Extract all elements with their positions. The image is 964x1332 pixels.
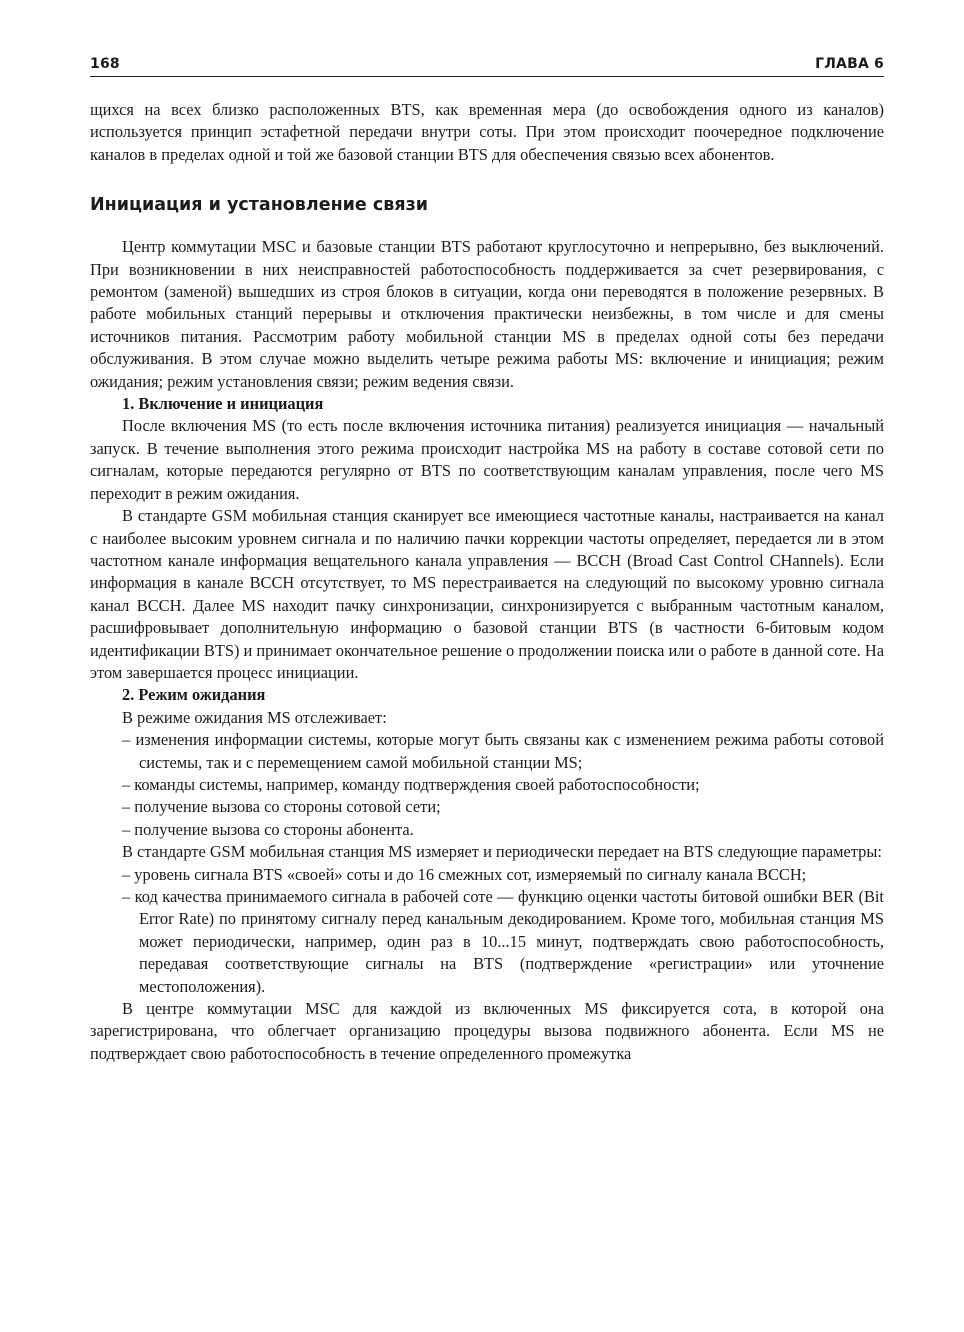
list-item: – уровень сигнала BTS «своей» соты и до 16 смежных сот, измеряемый по сигналу канала BCCH; (122, 864, 884, 886)
section-title: Инициация и установление связи (90, 195, 428, 216)
subsection-1-paragraph-2: В стандарте GSM мобильная станция сканирует все имеющиеся частотные каналы, настраивается на канал с наиболее высоким уровнем сигнала и по наличию пачки коррекции частоты определяет, передается ли в этом частотном канале информация вещательного канала управления — BCCH (Broad Cast Control CHannels). Если информация в канале BCCH отсутствует, то MS перестраивается на следующий по высокому уровню сигнала канал BCCH. Далее MS находит пачку синхронизации, синхронизируется с выбранным частотным каналом, расшифровывает дополнительную информацию о базовой станции BTS (в частности 6-битовым кодом идентификации BTS) и принимает окончательное решение о продолжении поиска или о работе в данной соте. На этом завершается процесс инициации. (90, 506, 884, 682)
section-paragraph: Центр коммутации MSC и базовые станции BTS работают круглосуточно и непрерывно, без выключений. При возникновении в них неисправностей работоспособность поддерживается за счет резервирования, с ремонтом (заменой) вышедших из строя блоков в ситуации, когда они переводятся в положение резервных. В работе мобильных станций перерывы и отключения практически неизбежны, в том числе и для смены источников питания. Рассмотрим работу мобильной станции MS в пределах одной соты без передачи обслуживания. В этом случае можно выделить четыре режима работы MS: включение и инициация; режим ожидания; режим установления связи; режим ведения связи. (90, 237, 884, 391)
intro-paragraph: щихся на всех близко расположенных BTS, как временная мера (до освобождения одного из каналов) используется принцип эстафетной передачи внутри соты. При этом происходит поочередное подключение каналов в пределах одной и той же базовой станции BTS для обеспечения связью всех абонентов. (90, 100, 884, 164)
subsection-1-title: 1. Включение и инициация (122, 394, 324, 414)
subsection-1-paragraph-1: После включения MS (то есть после включения источника питания) реализуется инициация — начальный запуск. В течение выполнения этого режима происходит настройка MS на работу в составе сотовой сети по сигналам, которые передаются регулярно от BTS по соответствующим каналам управления, после чего MS переходит в режим ожидания. (90, 416, 884, 503)
page-content (90, 99, 884, 1065)
page-number: 168 (90, 56, 120, 72)
subsection-2-paragraph-1: В режиме ожидания MS отслеживает: (122, 707, 387, 727)
parameters-list (90, 864, 884, 998)
list-item: – изменения информации системы, которые могут быть связаны как с изменением режима работы сотовой системы, так и с перемещением самой мобильной станции MS; (122, 729, 884, 774)
chapter-label: ГЛАВА 6 (815, 56, 884, 72)
list-item: – команды системы, например, команду подтверждения своей работоспособности; (122, 774, 884, 796)
list-item: – получение вызова со стороны сотовой сети; (122, 796, 884, 818)
running-header (90, 48, 884, 77)
monitoring-list (90, 729, 884, 841)
book-page (90, 48, 884, 1065)
final-paragraph: В центре коммутации MSC для каждой из включенных MS фиксируется сота, в которой она зарегистрирована, что облегчает организацию процедуры вызова подвижного абонента. Если MS не подтверждает свою работоспособность в течение определенного промежутка (90, 999, 884, 1063)
list-item: – код качества принимаемого сигнала в рабочей соте — функцию оценки частоты битовой ошибки BER (Bit Error Rate) по принятому сигналу перед канальным декодированием. Кроме того, мобильная станция MS может периодически, например, один раз в 10...15 минут, подтверждать свою работоспособность, передавая соответствующие сигналы на BTS (подтверждение «регистрации» или уточнение местоположения). (122, 886, 884, 998)
list-item: – получение вызова со стороны абонента. (122, 819, 884, 841)
subsection-2-title: 2. Режим ожидания (122, 685, 266, 705)
subsection-2-paragraph-2: В стандарте GSM мобильная станция MS измеряет и периодически передает на BTS следующие параметры: (122, 842, 882, 862)
